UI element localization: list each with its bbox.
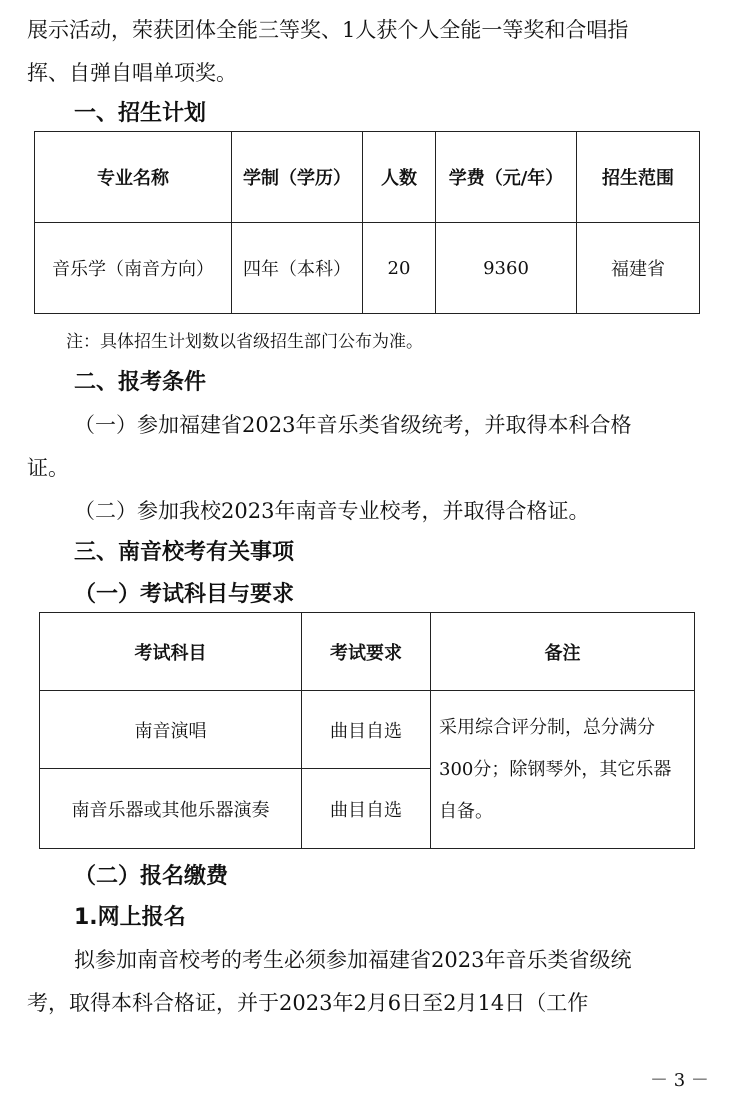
subsection-exam-subjects-title: （一）考试科目与要求 <box>74 582 295 607</box>
exam-subjects-table <box>39 612 695 849</box>
header-major: 专业名称 <box>35 132 232 223</box>
cell-tuition: 9360 <box>436 223 577 314</box>
exam-row-singing <box>40 691 695 769</box>
condition-1-line-1: （一）参加福建省2023年音乐类省级统考，并取得本科合格 <box>74 413 632 437</box>
section-3-title: 三、南音校考有关事项 <box>74 540 295 565</box>
cell-subject-singing: 南音演唱 <box>40 691 302 769</box>
enrollment-header-row <box>35 132 700 223</box>
registration-para-line-1: 拟参加南音校考的考生必须参加福建省2023年音乐类省级统 <box>74 948 632 972</box>
header-subject: 考试科目 <box>40 613 302 691</box>
intro-line-2: 挥、自弹自唱单项奖。 <box>27 61 237 85</box>
enrollment-plan-table <box>34 131 700 314</box>
header-quota: 人数 <box>363 132 436 223</box>
plan-note: 注：具体招生计划数以省级招生部门公布为准。 <box>66 332 423 352</box>
online-registration-title: 1.网上报名 <box>74 905 186 930</box>
cell-major: 音乐学（南音方向） <box>35 223 232 314</box>
cell-duration: 四年（本科） <box>232 223 363 314</box>
cell-scope: 福建省 <box>577 223 700 314</box>
header-duration: 学制（学历） <box>232 132 363 223</box>
cell-requirement-singing: 曲目自选 <box>302 691 431 769</box>
section-1-title: 一、招生计划 <box>74 101 207 126</box>
cell-subject-instrument: 南音乐器或其他乐器演奏 <box>40 769 302 849</box>
condition-2: （二）参加我校2023年南音专业校考，并取得合格证。 <box>74 499 590 523</box>
enrollment-data-row <box>35 223 700 314</box>
intro-line-1: 展示活动，荣获团体全能三等奖、1人获个人全能一等奖和合唱指 <box>27 18 629 42</box>
condition-1-line-2: 证。 <box>27 456 69 480</box>
exam-header-row <box>40 613 695 691</box>
header-scope: 招生范围 <box>577 132 700 223</box>
cell-requirement-instrument: 曲目自选 <box>302 769 431 849</box>
section-2-title: 二、报考条件 <box>74 370 207 395</box>
header-requirement: 考试要求 <box>302 613 431 691</box>
cell-remark: 采用综合评分制，总分满分300分；除钢琴外，其它乐器自备。 <box>431 691 695 849</box>
page-number: － 3 － <box>650 1070 709 1091</box>
subsection-registration-title: （二）报名缴费 <box>74 864 229 889</box>
registration-para-line-2: 考，取得本科合格证，并于2023年2月6日至2月14日（工作 <box>27 991 589 1015</box>
cell-quota: 20 <box>363 223 436 314</box>
header-remark: 备注 <box>431 613 695 691</box>
header-tuition: 学费（元/年） <box>436 132 577 223</box>
